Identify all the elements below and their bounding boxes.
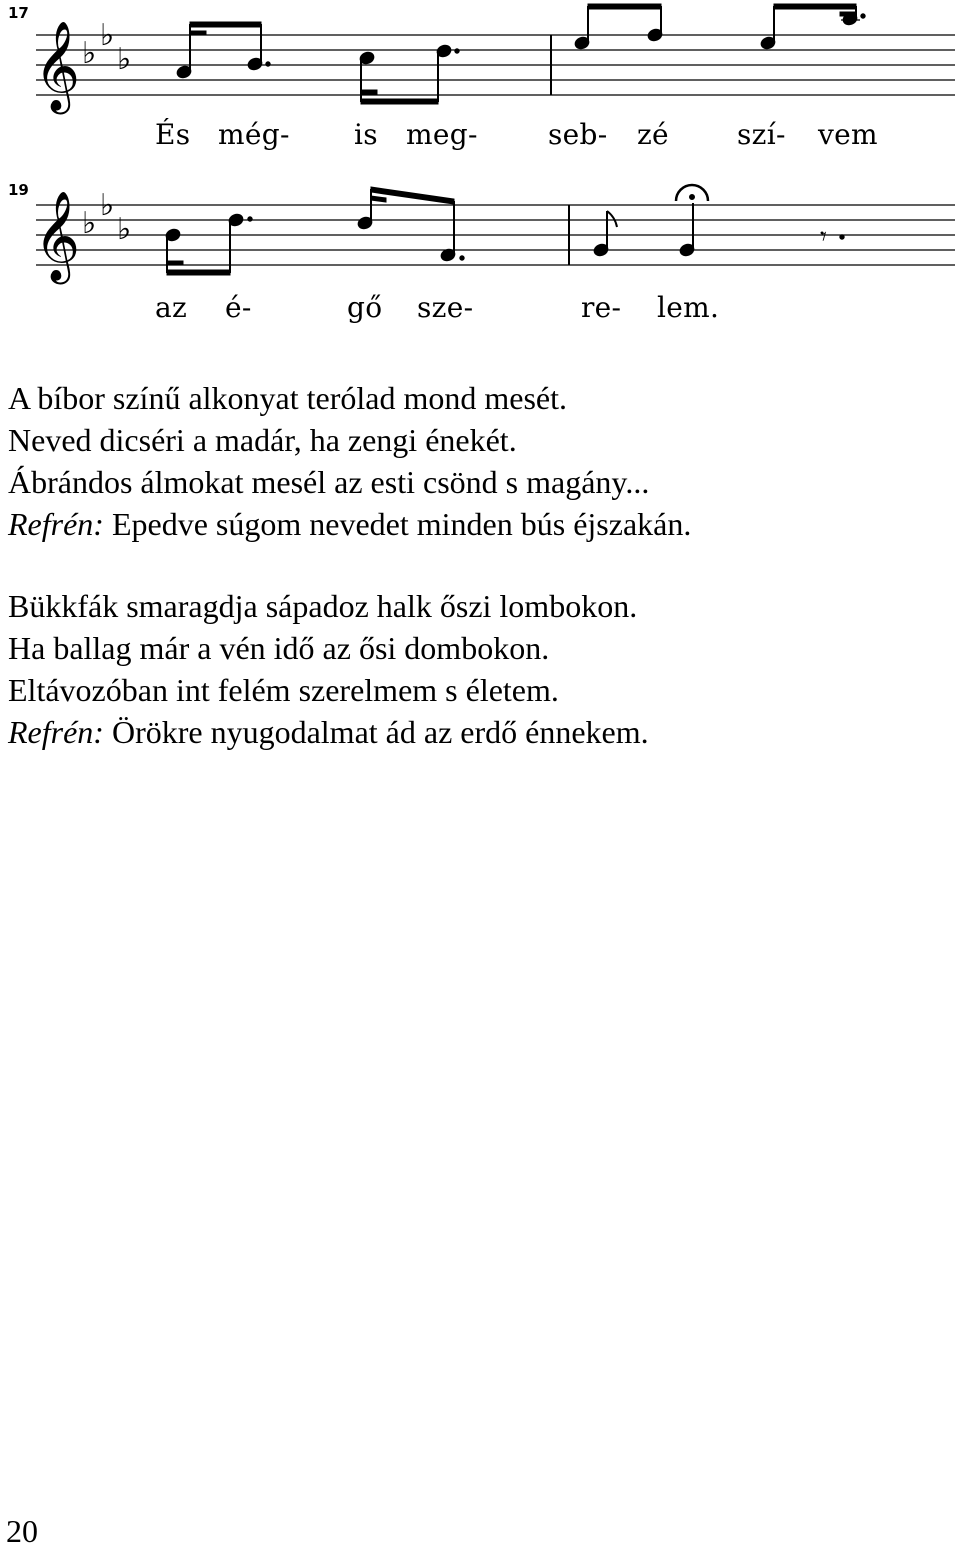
verse-line: A bíbor színű alkonyat terólad mond mesét. [8,380,567,416]
verse-line: Ha ballag már a vén idő az ősi dombokon. [8,630,550,666]
page-number: 20 [6,1513,38,1549]
staff-lines [36,35,955,95]
svg-text:♭: ♭ [117,42,132,77]
music-staff [0,175,960,295]
music-staff [0,0,960,120]
verse-line: Bükkfák smaragdja sápadoz halk őszi lombokon. [8,588,638,624]
stanza-1 [8,377,691,545]
lyric-syllable: vem [818,118,878,151]
refrain-text: Örökre nyugodalmat ád az erdő énnekem. [103,714,649,750]
svg-text:♭: ♭ [82,36,97,71]
verse-line: Neved dicséri a madár, ha zengi énekét. [8,422,517,458]
measure-number: 19 [8,181,29,199]
refrain-text: Epedve súgom nevedet minden bús éjszakán. [103,506,692,542]
notes-measure-19 [165,187,465,275]
verse-line: Ábrándos álmokat mesél az esti csönd s magány... [8,464,650,500]
lyric-syllable: is [354,118,378,151]
refrain-line [8,503,691,545]
svg-text:♭: ♭ [117,212,132,247]
refrain-label: Refrén: [8,506,104,542]
lyric-syllable: sze- [417,291,474,324]
svg-text:♭: ♭ [82,206,97,241]
lyric-syllable: még- [218,118,290,151]
refrain-line [8,711,649,753]
svg-text:♭: ♭ [100,188,115,223]
notes-measure-17 [176,22,460,104]
svg-text:♭: ♭ [100,18,115,53]
staff-system-2 [0,175,960,345]
staff-system-1 [0,0,960,170]
measure-number: 17 [8,4,29,22]
lyric-syllable: meg- [406,118,478,151]
lyric-syllable: é- [225,291,252,324]
lyric-syllable: seb- [548,118,608,151]
eighth-rest-icon: 𝄾 [820,222,827,252]
lyric-syllable: az [155,291,188,324]
notes-measure-18 [574,4,866,51]
lyric-syllable: lem. [657,291,720,324]
lyric-syllable: És [155,118,191,151]
lyric-syllable: re- [581,291,622,324]
notes-measure-20 [593,185,845,258]
key-signature-flats [82,188,131,247]
key-signature-flats [82,18,131,77]
verse-line: Eltávozóban int felém szerelmem s életem. [8,672,559,708]
treble-clef-icon: 𝄞 [34,21,81,111]
lyric-syllable: gő [347,291,383,324]
treble-clef-icon: 𝄞 [34,191,81,281]
lyric-syllable: szí- [737,118,786,151]
stanza-2 [8,585,649,753]
lyric-syllable: zé [637,118,669,151]
refrain-label: Refrén: [8,714,104,750]
